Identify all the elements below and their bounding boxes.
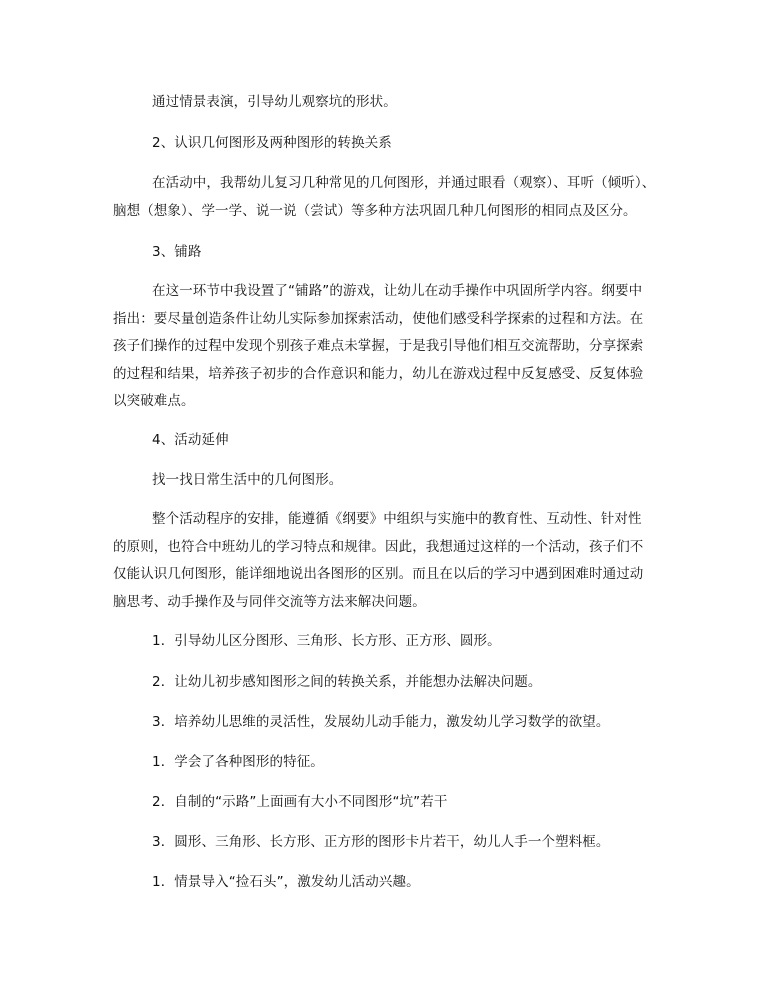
paragraph-line: 的原则，也符合中班幼儿的学习特点和规律。因此，我想通过这样的一个活动，孩子们不: [113, 539, 644, 555]
list-item: 1．引导幼儿区分图形、三角形、长方形、正方形、圆形。: [152, 633, 501, 649]
paragraph-line: 以突破难点。: [113, 393, 195, 409]
list-item: 2．让幼儿初步感知图形之间的转换关系，并能想办法解决问题。: [152, 674, 542, 690]
paragraph-line: 指出：要尽量创造条件让幼儿实际参加探索活动，使他们感受科学探索的过程和方法。在: [113, 311, 644, 327]
paragraph-line: 找一找日常生活中的几何图形。: [152, 472, 343, 488]
paragraph-line: 的过程和结果，培养孩子初步的合作意识和能力，幼儿在游戏过程中反复感受、反复体验: [113, 366, 644, 382]
paragraph-line: 仅能认识几何图形，能详细地说出各图形的区别。而且在以后的学习中遇到困难时通过动: [113, 566, 644, 582]
list-item: 2．自制的“示路”上面画有大小不同图形“坑”若干: [152, 794, 448, 810]
list-item: 3．圆形、三角形、长方形、正方形的图形卡片若干，幼儿人手一个塑料框。: [152, 834, 610, 850]
section-heading: 4、活动延伸: [152, 432, 229, 448]
paragraph-line: 孩子们操作的过程中发现个别孩子难点未掌握，于是我引导他们相互交流帮助，分享探索: [113, 338, 644, 354]
paragraph-line: 通过情景表演，引导幼儿观察坑的形状。: [152, 94, 397, 110]
section-heading: 2、认识几何图形及两种图形的转换关系: [152, 135, 392, 151]
paragraph-line: 脑思考、动手操作及与同伴交流等方法来解决问题。: [113, 594, 426, 610]
paragraph-line: 整个活动程序的安排，能遵循《纲要》中组织与实施中的教育性、互动性、针对性: [152, 511, 642, 527]
list-item: 1．情景导入“捡石头”，激发幼儿活动兴趣。: [152, 874, 420, 890]
list-item: 3．培养幼儿思维的灵活性，发展幼儿动手能力，激发幼儿学习数学的欲望。: [152, 714, 610, 730]
paragraph-line: 在这一环节中我设置了“铺路”的游戏，让幼儿在动手操作中巩固所学内容。纲要中: [152, 283, 643, 299]
list-item: 1．学会了各种图形的特征。: [152, 754, 324, 770]
paragraph-line: 脑想（想象）、学一学、说一说（尝试）等多种方法巩固几种几何图形的相同点及区分。: [113, 203, 637, 219]
section-heading: 3、铺路: [152, 244, 202, 260]
paragraph-line: 在活动中，我帮幼儿复习几种常见的几何图形，并通过眼看（观察）、耳听（倾听）、: [152, 175, 656, 191]
